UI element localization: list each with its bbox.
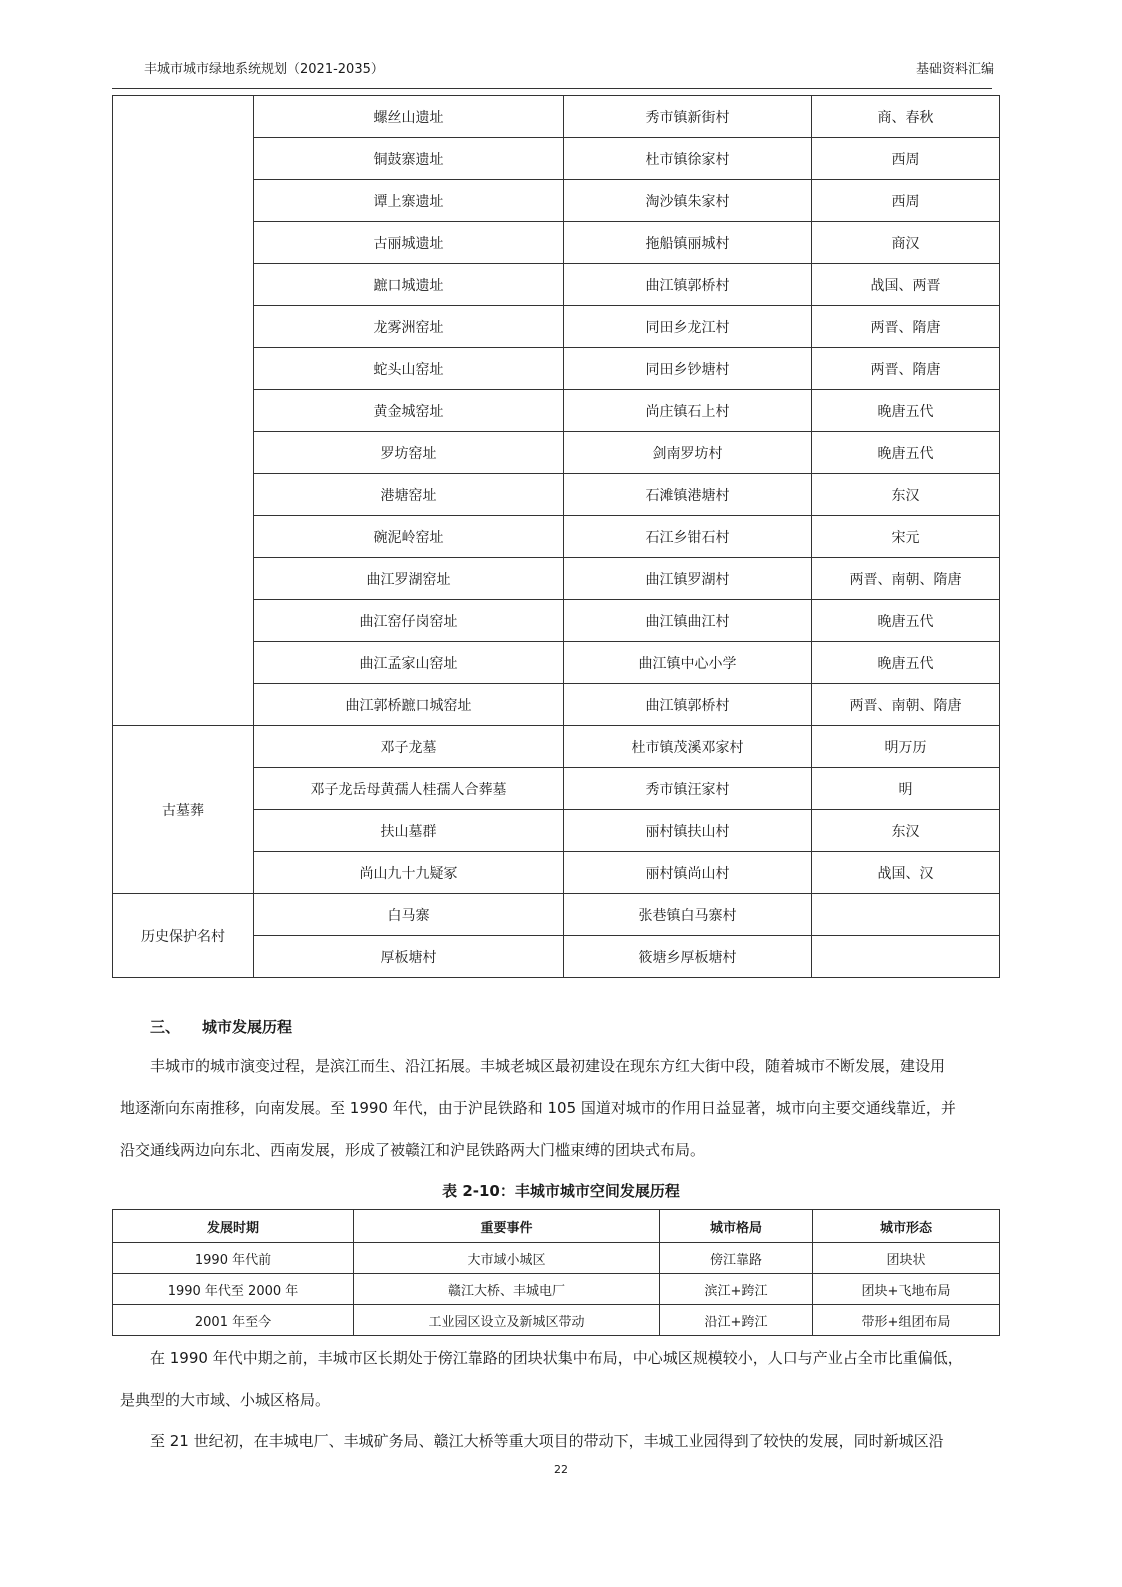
site-location-cell: 尚庄镇石上村 xyxy=(564,390,812,432)
site-location-cell: 曲江镇中心小学 xyxy=(564,642,812,684)
paragraph-line: 在 1990 年代中期之前，丰城市区长期处于傍江靠路的团块状集中布局，中心城区规模较小，人口与产业占全市比重偏低， xyxy=(150,1349,963,1367)
table-cell: 1990 年代前 xyxy=(113,1243,354,1274)
site-name-cell: 邓子龙岳母黄孺人桂孺人合葬墓 xyxy=(254,768,564,810)
table-row xyxy=(113,894,1000,936)
table-cell: 2001 年至今 xyxy=(113,1305,354,1336)
paragraph-line: 地逐渐向东南推移，向南发展。至 1990 年代，由于沪昆铁路和 105 国道对城市的作用日益显著，城市向主要交通线靠近，并 xyxy=(120,1099,956,1117)
site-era-cell: 两晋、隋唐 xyxy=(812,348,1000,390)
site-era-cell: 东汉 xyxy=(812,474,1000,516)
site-location-cell: 丽村镇尚山村 xyxy=(564,852,812,894)
heritage-site-table xyxy=(112,95,1000,978)
site-location-cell: 丽村镇扶山村 xyxy=(564,810,812,852)
site-location-cell: 同田乡钞塘村 xyxy=(564,348,812,390)
header-divider xyxy=(112,88,992,89)
site-era-cell: 晚唐五代 xyxy=(812,390,1000,432)
table-row xyxy=(113,726,1000,768)
site-location-cell: 筱塘乡厚板塘村 xyxy=(564,936,812,978)
table-cell: 团块+飞地布局 xyxy=(813,1274,1000,1305)
site-name-cell: 蛇头山窑址 xyxy=(254,348,564,390)
category-cell: 历史保护名村 xyxy=(113,894,254,978)
site-era-cell: 战国、汉 xyxy=(812,852,1000,894)
site-location-cell: 秀市镇汪家村 xyxy=(564,768,812,810)
site-name-cell: 谭上寨遗址 xyxy=(254,180,564,222)
paragraph-development xyxy=(120,1045,1000,1171)
site-name-cell: 厚板塘村 xyxy=(254,936,564,978)
development-history-table xyxy=(112,1209,1000,1336)
site-era-cell: 晚唐五代 xyxy=(812,642,1000,684)
site-era-cell: 晚唐五代 xyxy=(812,600,1000,642)
site-location-cell: 剑南罗坊村 xyxy=(564,432,812,474)
paragraph-line: 丰城市的城市演变过程，是滨江而生、沿江拓展。丰城老城区最初建设在现东方红大街中段，随着城市不断发展，建设用 xyxy=(150,1057,946,1075)
category-cell: 古墓葬 xyxy=(113,726,254,894)
site-name-cell: 尚山九十九疑冢 xyxy=(254,852,564,894)
column-header: 发展时期 xyxy=(113,1210,354,1243)
site-era-cell: 西周 xyxy=(812,180,1000,222)
page-header-title: 丰城市城市绿地系统规划（2021-2035） xyxy=(144,62,384,77)
paragraph-line: 是典型的大市域、小城区格局。 xyxy=(120,1391,331,1409)
site-location-cell: 曲江镇郭桥村 xyxy=(564,264,812,306)
site-era-cell: 宋元 xyxy=(812,516,1000,558)
table-row xyxy=(113,96,1000,138)
site-location-cell: 石江乡钳石村 xyxy=(564,516,812,558)
site-location-cell: 曲江镇罗湖村 xyxy=(564,558,812,600)
site-era-cell: 两晋、隋唐 xyxy=(812,306,1000,348)
column-header: 城市格局 xyxy=(660,1210,813,1243)
site-name-cell: 港塘窑址 xyxy=(254,474,564,516)
paragraph-line: 沿交通线两边向东北、西南发展，形成了被赣江和沪昆铁路两大门槛束缚的团块式布局。 xyxy=(120,1141,706,1159)
site-era-cell: 两晋、南朝、隋唐 xyxy=(812,558,1000,600)
section-heading xyxy=(150,1016,292,1037)
column-header: 城市形态 xyxy=(813,1210,1000,1243)
site-name-cell: 曲江郭桥蹠口城窑址 xyxy=(254,684,564,726)
site-name-cell: 古丽城遗址 xyxy=(254,222,564,264)
site-location-cell: 淘沙镇朱家村 xyxy=(564,180,812,222)
site-name-cell: 罗坊窑址 xyxy=(254,432,564,474)
table-cell: 大市域小城区 xyxy=(354,1243,660,1274)
column-header: 重要事件 xyxy=(354,1210,660,1243)
site-era-cell: 晚唐五代 xyxy=(812,432,1000,474)
table-caption: 表 2-10：丰城市城市空间发展历程 xyxy=(442,1182,680,1200)
table-row xyxy=(113,1243,1000,1274)
site-location-cell: 曲江镇曲江村 xyxy=(564,600,812,642)
table-header-row xyxy=(113,1210,1000,1243)
site-era-cell: 商、春秋 xyxy=(812,96,1000,138)
paragraph-line: 至 21 世纪初，在丰城电厂、丰城矿务局、赣江大桥等重大项目的带动下，丰城工业园得到了较快的发展，同时新城区沿 xyxy=(150,1432,944,1450)
table-cell: 滨江+跨江 xyxy=(660,1274,813,1305)
site-era-cell xyxy=(812,936,1000,978)
site-era-cell: 东汉 xyxy=(812,810,1000,852)
site-era-cell: 西周 xyxy=(812,138,1000,180)
site-era-cell: 明万历 xyxy=(812,726,1000,768)
site-name-cell: 碗泥岭窑址 xyxy=(254,516,564,558)
site-era-cell: 商汉 xyxy=(812,222,1000,264)
site-era-cell xyxy=(812,894,1000,936)
table-cell: 带形+组团布局 xyxy=(813,1305,1000,1336)
page-header-section: 基础资料汇编 xyxy=(915,62,994,77)
site-location-cell: 同田乡龙江村 xyxy=(564,306,812,348)
site-era-cell: 战国、两晋 xyxy=(812,264,1000,306)
site-name-cell: 扶山墓群 xyxy=(254,810,564,852)
site-location-cell: 拖船镇丽城村 xyxy=(564,222,812,264)
site-name-cell: 螺丝山遗址 xyxy=(254,96,564,138)
category-cell xyxy=(113,96,254,726)
table-cell: 沿江+跨江 xyxy=(660,1305,813,1336)
site-name-cell: 曲江窑仔岗窑址 xyxy=(254,600,564,642)
site-location-cell: 秀市镇新街村 xyxy=(564,96,812,138)
site-location-cell: 曲江镇郭桥村 xyxy=(564,684,812,726)
table-cell: 团块状 xyxy=(813,1243,1000,1274)
site-name-cell: 蹠口城遗址 xyxy=(254,264,564,306)
site-location-cell: 石滩镇港塘村 xyxy=(564,474,812,516)
page-number: 22 xyxy=(554,1463,568,1476)
site-name-cell: 龙雾洲窑址 xyxy=(254,306,564,348)
section-number: 三、 xyxy=(150,1018,181,1036)
paragraph-21st-century xyxy=(120,1420,1000,1462)
table-cell: 1990 年代至 2000 年 xyxy=(113,1274,354,1305)
paragraph-early-layout xyxy=(120,1337,1000,1421)
site-era-cell: 明 xyxy=(812,768,1000,810)
site-name-cell: 曲江孟家山窑址 xyxy=(254,642,564,684)
site-name-cell: 曲江罗湖窑址 xyxy=(254,558,564,600)
table-cell: 赣江大桥、丰城电厂 xyxy=(354,1274,660,1305)
site-era-cell: 两晋、南朝、隋唐 xyxy=(812,684,1000,726)
site-location-cell: 杜市镇茂溪邓家村 xyxy=(564,726,812,768)
site-name-cell: 铜鼓寨遗址 xyxy=(254,138,564,180)
site-name-cell: 黄金城窑址 xyxy=(254,390,564,432)
site-name-cell: 白马寨 xyxy=(254,894,564,936)
section-title: 城市发展历程 xyxy=(202,1018,293,1036)
table-row xyxy=(113,1274,1000,1305)
table-cell: 工业园区设立及新城区带动 xyxy=(354,1305,660,1336)
site-location-cell: 杜市镇徐家村 xyxy=(564,138,812,180)
table-row xyxy=(113,1305,1000,1336)
site-location-cell: 张巷镇白马寨村 xyxy=(564,894,812,936)
table-cell: 傍江靠路 xyxy=(660,1243,813,1274)
site-name-cell: 邓子龙墓 xyxy=(254,726,564,768)
